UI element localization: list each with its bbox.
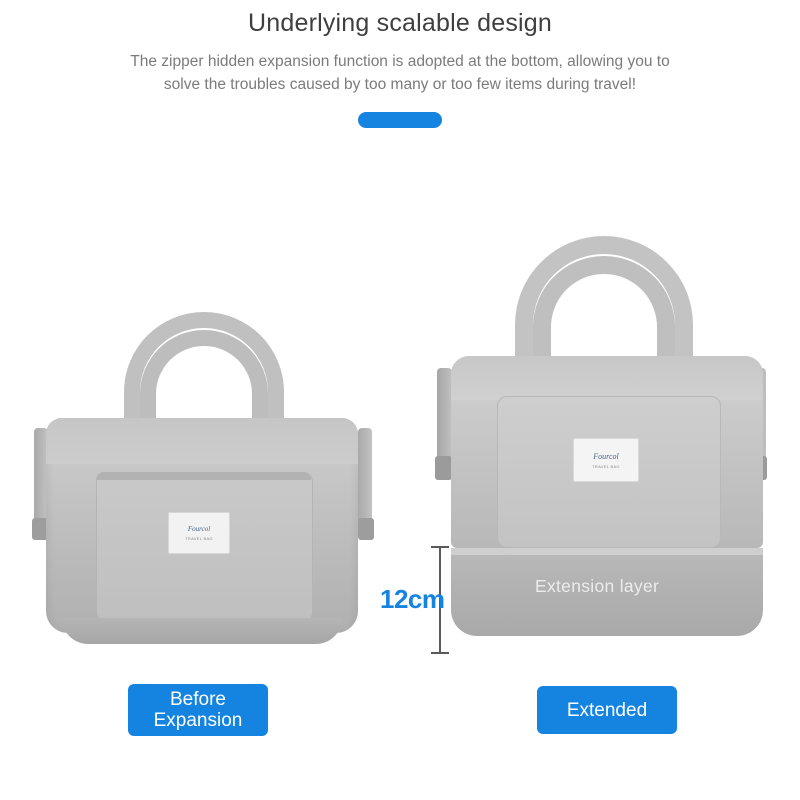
caption-before-expansion: Before Expansion [128,684,268,736]
right-bag-buckle-left [435,456,452,480]
bag-before-expansion-image [28,300,378,670]
right-bag-top-panel [451,356,763,400]
measurement-value: 12cm [380,584,445,614]
left-bag-side-strap-right [358,428,372,523]
right-bag-extension-seam [451,548,763,555]
page-title: Underlying scalable design [248,9,552,37]
caption-extended: Extended [537,686,677,734]
right-bag-brand-sub: TRAVEL BAG [592,463,620,469]
measurement-annotation [380,546,450,656]
left-bag-top-panel [46,418,358,464]
bag-extended-image [415,228,787,658]
left-bag-bottom [62,618,342,644]
extension-layer-caption: Extension layer [535,576,660,596]
page-subtitle: The zipper hidden expansion function is adopted at the bottom, allowing you to solve the troubles caused by too many or too few items during travel! [130,53,670,93]
right-bag-brand-label [573,438,639,482]
left-bag-pocket-zipper [96,472,311,480]
right-bag-brand-name: Fourcol [593,451,619,461]
left-bag-brand-name: Fourcol [187,525,211,533]
left-bag-brand-label [168,512,230,554]
left-bag-brand-sub: TRAVEL BAG [185,536,213,541]
left-bag-buckle-right [358,518,374,540]
right-bag-side-strap-left [437,368,452,460]
